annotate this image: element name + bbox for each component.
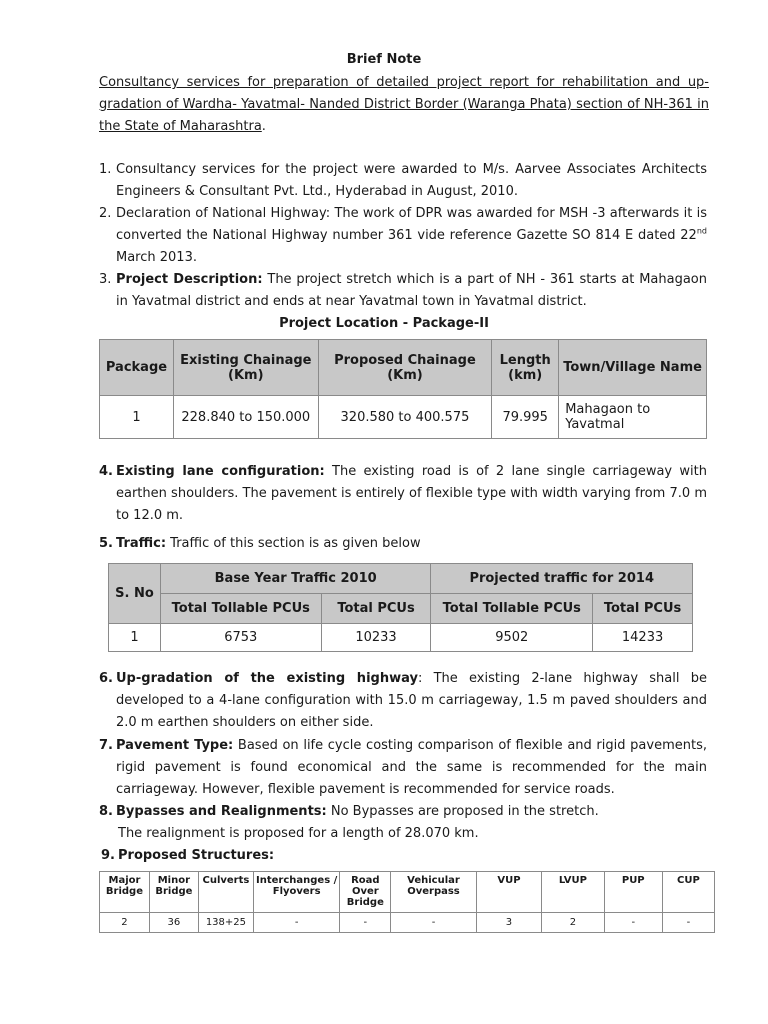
table-header-row — [109, 564, 693, 594]
header-vup: VUP — [476, 872, 542, 913]
cell-cup: - — [662, 913, 714, 933]
table-header-row — [100, 340, 707, 396]
header-lvup: LVUP — [542, 872, 604, 913]
table-row — [100, 396, 707, 439]
item-2-text — [116, 203, 707, 269]
header-minor-bridge: Minor Bridge — [149, 872, 198, 913]
item-8-text — [116, 801, 707, 823]
header-base-tollable: Total Tollable PCUs — [160, 594, 321, 624]
item-heading: Traffic: — [116, 536, 167, 551]
item-5-text — [116, 533, 707, 555]
item-number: 9. — [101, 848, 115, 863]
item-number: 8. — [99, 804, 113, 819]
subject-text: Consultancy services for preparation of detailed project report for rehabilitation and up-gradation of Wardha- Yavatmal- Nanded District Border (Waranga Phata) section of NH-361 in the State of Maharashtra — [99, 75, 709, 134]
table-header-row — [109, 594, 693, 624]
item-text: Based on life cycle costing comparison of flexible and rigid pavements, rigid pavement is found economical and the same is recommended for the main carriageway. However, flexible pavement is recommended for service roads. — [116, 738, 707, 797]
item-text: No Bypasses are proposed in the stretch. — [326, 804, 599, 819]
document-subject — [99, 72, 709, 138]
item-text: March 2013. — [116, 250, 197, 265]
superscript: nd — [696, 226, 707, 236]
item-3-text — [116, 269, 707, 313]
header-proj-tollable: Total Tollable PCUs — [431, 594, 593, 624]
header-projected: Projected traffic for 2014 — [431, 564, 693, 594]
header-sno: S. No — [109, 564, 161, 624]
cell-existing: 228.840 to 150.000 — [173, 396, 318, 439]
cell-pup: - — [604, 913, 662, 933]
subject-end: . — [261, 119, 266, 134]
cell-length: 79.995 — [492, 396, 559, 439]
item-number: 3. — [99, 272, 112, 287]
item-text: The project stretch which is a part of NH - 361 starts at Mahagaon in Yavatmal district and ends at near Yavatmal town in Yavatmal district. — [116, 272, 708, 309]
cell-vehicular-overpass: - — [391, 913, 476, 933]
header-existing-chainage: Existing Chainage (Km) — [173, 340, 318, 396]
traffic-table — [108, 563, 693, 652]
header-base-year: Base Year Traffic 2010 — [160, 564, 431, 594]
header-rob: Road Over Bridge — [340, 872, 391, 913]
header-major-bridge: Major Bridge — [100, 872, 150, 913]
header-proposed-chainage: Proposed Chainage (Km) — [318, 340, 492, 396]
item-text: Declaration of National Highway: The work of DPR was awarded for MSH -3 afterwards it is converted the National Highway number 361 vide reference Gazette SO 814 E dated 22 — [116, 206, 707, 243]
item-heading: Project Description: — [116, 272, 263, 287]
item-7-text — [116, 735, 707, 801]
cell-base-total: 10233 — [321, 624, 431, 652]
item-heading: Up-gradation of the existing highway — [116, 671, 418, 686]
item-4-text — [116, 461, 707, 527]
table-header-row — [100, 872, 715, 913]
item-number: 4. — [99, 464, 113, 479]
header-pup: PUP — [604, 872, 662, 913]
header-culverts: Culverts — [198, 872, 253, 913]
item-heading: Existing lane configuration: — [116, 464, 325, 479]
table-caption: Project Location - Package-II — [279, 316, 489, 331]
header-length: Length (km) — [492, 340, 559, 396]
cell-town: Mahagaon to Yavatmal — [559, 396, 707, 439]
cell-culverts: 138+25 — [198, 913, 253, 933]
proposed-structures-table — [99, 871, 715, 933]
header-base-total: Total PCUs — [321, 594, 431, 624]
item-text: The existing road is of 2 lane single carriageway with earthen shoulders. The pavement is entirely of flexible type with width varying from 7.0 m to 12.0 m. — [116, 464, 707, 523]
header-cup: CUP — [662, 872, 714, 913]
item-number: 5. — [99, 536, 113, 551]
cell-rob: - — [340, 913, 391, 933]
header-package: Package — [100, 340, 174, 396]
item-heading: Proposed Structures: — [118, 848, 275, 863]
cell-interchanges: - — [253, 913, 339, 933]
item-9-text — [118, 845, 709, 867]
item-number: 1. — [99, 162, 112, 177]
item-heading: Bypasses and Realignments: — [116, 804, 327, 819]
item-number: 2. — [99, 206, 112, 221]
item-8-line-2: The realignment is proposed for a length of 28.070 km. — [118, 826, 479, 841]
cell-proj-tollable: 9502 — [431, 624, 593, 652]
header-town: Town/Village Name — [559, 340, 707, 396]
project-location-table — [99, 339, 707, 439]
cell-major-bridge: 2 — [100, 913, 150, 933]
table-row — [100, 913, 715, 933]
cell-package: 1 — [100, 396, 174, 439]
cell-lvup: 2 — [542, 913, 604, 933]
item-number: 6. — [99, 671, 113, 686]
cell-proposed: 320.580 to 400.575 — [318, 396, 492, 439]
header-proj-total: Total PCUs — [593, 594, 693, 624]
item-text: Traffic of this section is as given below — [166, 536, 421, 551]
cell-vup: 3 — [476, 913, 542, 933]
item-1-text — [116, 159, 707, 203]
table-row — [109, 624, 693, 652]
cell-minor-bridge: 36 — [149, 913, 198, 933]
header-interchanges: Interchanges / Flyovers — [253, 872, 339, 913]
item-6-text — [116, 668, 707, 734]
item-number: 7. — [99, 738, 113, 753]
item-text: Consultancy services for the project were awarded to M/s. Aarvee Associates Architects Engineers & Consultant Pvt. Ltd., Hyderabad in August, 2010. — [116, 162, 707, 199]
item-heading: Pavement Type: — [116, 738, 234, 753]
item-text: : The existing 2-lane highway shall be developed to a 4-lane configuration with 15.0 m carriageway, 1.5 m paved shoulders and 2.0 m earthen shoulders on either side. — [116, 671, 708, 730]
header-vehicular-overpass: Vehicular Overpass — [391, 872, 476, 913]
document-title: Brief Note — [346, 52, 422, 67]
cell-proj-total: 14233 — [593, 624, 693, 652]
cell-base-tollable: 6753 — [160, 624, 321, 652]
cell-sno: 1 — [109, 624, 161, 652]
